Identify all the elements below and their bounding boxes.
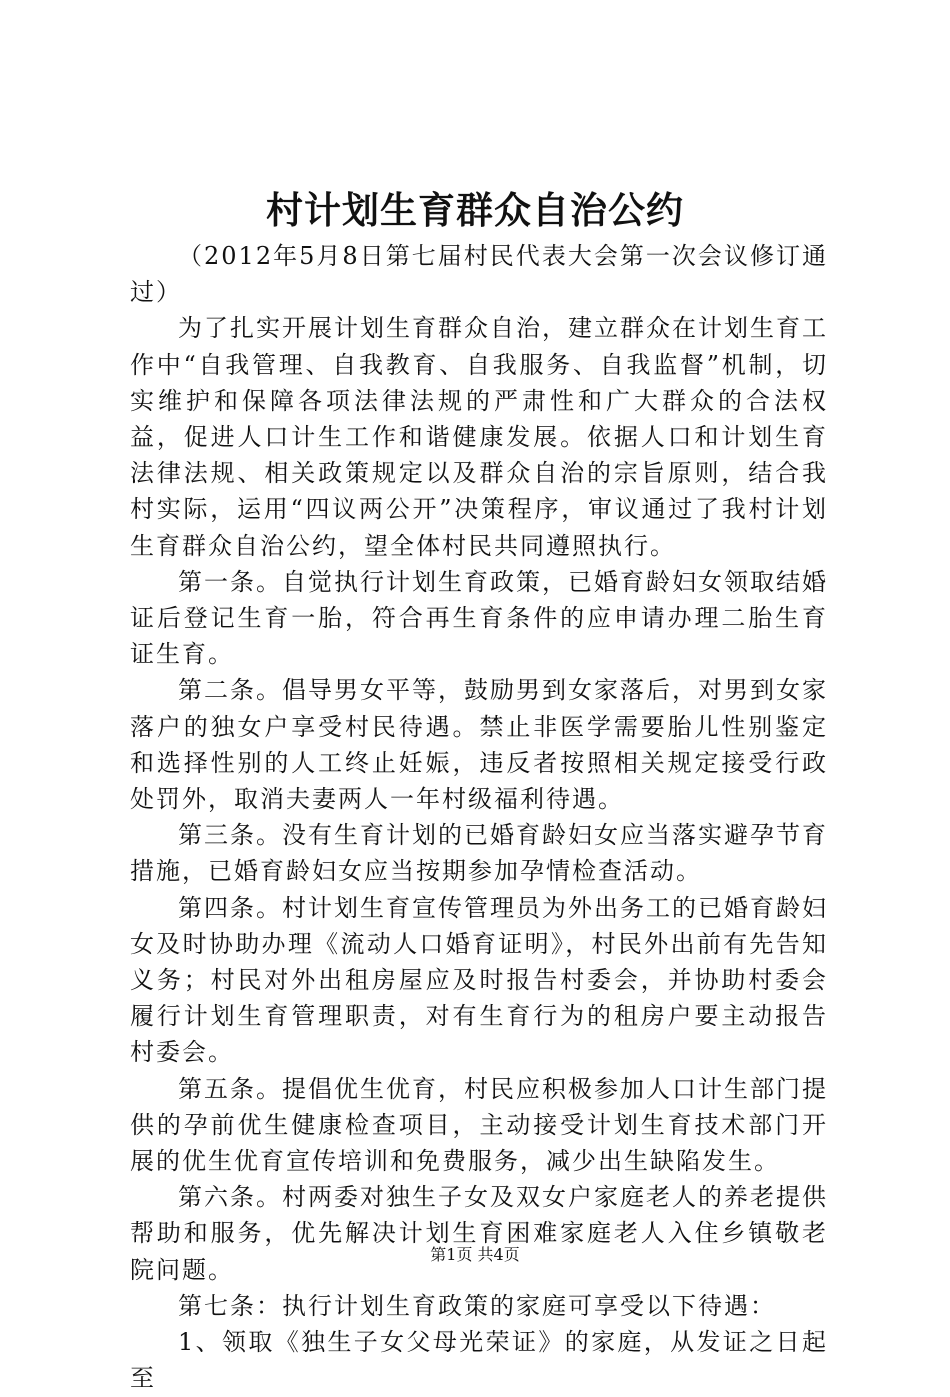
article-1: 第一条。自觉执行计划生育政策，已婚育龄妇女领取结婚证后登记生育一胎，符合再生育条件的应申请办理二胎生育证生育。 — [130, 567, 828, 669]
preamble-paragraph: 为了扎实开展计划生育群众自治，建立群众在计划生育工作中“自我管理、自我教育、自我服务、自我监督”机制，切实维护和保障各项法律法规的严肃性和广大群众的合法权益，促进人口计生工作和谐健康发展。依据人口和计划生育法律法规、相关政策规定以及群众自治的宗旨原则，结合我村实际，运用“四议两公开”决策程序，审议通过了我村计划生育群众自治公约，望全体村民共同遵照执行。 — [130, 314, 828, 560]
article-7: 第七条：执行计划生育政策的家庭可享受以下待遇： — [178, 1291, 776, 1320]
article-2: 第二条。倡导男女平等，鼓励男到女家落后，对男到女家落户的独女户享受村民待遇。禁止非医学需要胎儿性别鉴定和选择性别的人工终止妊娠，违反者按照相关规定接受行政处罚外，取消夫妻两人一年村级福利待遇。 — [130, 676, 828, 814]
article-7-item-1: 1、领取《独生子女父母光荣证》的家庭，从发证之日起至 — [130, 1328, 828, 1393]
revision-note: （2012年5月8日第七届村民代表大会第一次会议修订通过） — [130, 242, 828, 307]
article-3: 第三条。没有生育计划的已婚育龄妇女应当落实避孕节育措施，已婚育龄妇女应当按期参加孕情检查活动。 — [130, 821, 828, 886]
document-body — [130, 238, 828, 1397]
page-footer: 第1页 共4页 — [430, 1245, 520, 1264]
article-5: 第五条。提倡优生优育，村民应积极参加人口计生部门提供的孕前优生健康检查项目，主动接受计划生育技术部门开展的优生优育宣传培训和免费服务，减少出生缺陷发生。 — [130, 1074, 828, 1176]
article-6: 第六条。村两委对独生子女及双女户家庭老人的养老提供帮助和服务，优先解决计划生育困难家庭老人入住乡镇敬老院问题。 — [130, 1183, 828, 1284]
document-title: 村计划生育群众自治公约 — [266, 188, 684, 232]
article-4: 第四条。村计划生育宣传管理员为外出务工的已婚育龄妇女及时协助办理《流动人口婚育证明》，村民外出前有先告知义务；村民对外出租房屋应及时报告村委会，并协助村委会履行计划生育管理职责，对有生育行为的租房户要主动报告村委会。 — [130, 893, 828, 1067]
